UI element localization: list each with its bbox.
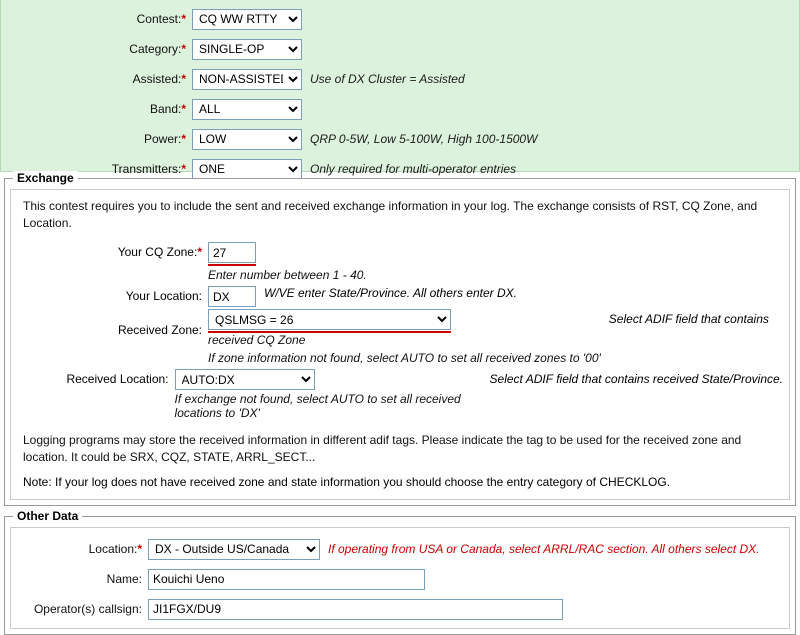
form-row-assisted: [1, 64, 799, 94]
category-label-text: Category:: [129, 42, 182, 56]
row-received-zone: [17, 309, 783, 365]
exchange-adif-paragraph: Logging programs may store the received information in different adif tags. Please indicate the tag to be used for the received zone and location. It could be SRX, CQZ, STATE, ARRL_SECT...: [23, 433, 742, 464]
other-data-legend: Other Data: [13, 509, 82, 523]
power-select[interactable]: [192, 129, 302, 150]
name-input[interactable]: [148, 569, 425, 590]
required-marker: *: [181, 132, 186, 146]
form-row-contest: [1, 4, 799, 34]
category-select[interactable]: [192, 39, 302, 60]
operator-callsign-label-text: Operator(s) callsign:: [33, 602, 142, 616]
transmitters-select[interactable]: [192, 159, 302, 180]
exchange-legend: Exchange: [13, 171, 78, 185]
exchange-inner: [10, 189, 790, 500]
assisted-hint: Use of DX Cluster = Assisted: [310, 72, 465, 86]
contest-details-panel: [0, 0, 800, 176]
name-label-text: Name:: [106, 572, 142, 586]
exchange-note: Note: If your log does not have received zone and state information you should choose the entry category of CHECKLOG.: [23, 475, 671, 489]
your-location-field-wrap: [208, 286, 256, 307]
power-label: [1, 132, 192, 146]
operator-callsign-input[interactable]: [148, 599, 563, 620]
received-location-label-text: Received Location:: [66, 372, 169, 386]
required-marker: *: [181, 72, 186, 86]
row-your-location: [17, 286, 783, 307]
other-location-label-text: Location:: [88, 542, 138, 556]
required-marker: *: [181, 12, 186, 26]
other-data-inner: [10, 527, 790, 629]
other-data-section: [4, 509, 796, 635]
cq-zone-red-underline: [208, 264, 256, 266]
your-location-label: [17, 286, 208, 303]
form-row-category: [1, 34, 799, 64]
required-marker: *: [197, 245, 202, 259]
contest-label-text: Contest:: [136, 12, 182, 26]
band-select[interactable]: [192, 99, 302, 120]
transmitters-hint: Only required for multi-operator entries: [310, 162, 517, 176]
power-label-text: Power:: [143, 132, 182, 146]
your-cq-zone-hint: Enter number between 1 - 40.: [208, 268, 367, 282]
your-cq-zone-label-text: Your CQ Zone:: [117, 245, 198, 259]
received-zone-hint-2: received CQ Zone: [208, 333, 306, 347]
your-location-label-text: Your Location:: [125, 289, 202, 303]
assisted-select[interactable]: [192, 69, 302, 90]
transmitters-label-text: Transmitters:: [111, 162, 182, 176]
received-zone-select[interactable]: [208, 309, 451, 330]
assisted-label: [1, 72, 192, 86]
form-row-band: [1, 94, 799, 124]
received-location-hint-1: Select ADIF field that contains received State/Province.: [489, 372, 783, 386]
row-operator-callsign: [17, 594, 783, 624]
form-row-power: [1, 124, 799, 154]
your-cq-zone-input[interactable]: [208, 242, 256, 263]
row-name: [17, 564, 783, 594]
other-location-label: [17, 542, 148, 556]
row-received-location: [17, 369, 783, 420]
assisted-label-text: Assisted:: [132, 72, 182, 86]
exchange-intro-text: This contest requires you to include the sent and received exchange information in your log. The exchange consists of RST, CQ Zone, and Location.: [23, 199, 758, 230]
received-location-hint-2: If exchange not found, select AUTO to set all received locations to 'DX': [174, 392, 461, 420]
contest-select[interactable]: [192, 9, 302, 30]
received-zone-hint-1: Select ADIF field that contains: [608, 312, 769, 326]
band-label: [1, 102, 192, 116]
required-marker: *: [181, 102, 186, 116]
operator-callsign-label: [17, 602, 148, 616]
received-location-select[interactable]: [175, 369, 315, 390]
name-label: [17, 572, 148, 586]
received-location-field-wrap: [175, 369, 482, 420]
received-zone-label: [17, 309, 208, 337]
other-location-hint: If operating from USA or Canada, select ARRL/RAC section. All others select DX.: [328, 542, 760, 556]
received-zone-label-text: Received Zone:: [117, 323, 202, 337]
contest-label: [1, 12, 192, 26]
your-location-hint: W/VE enter State/Province. All others enter DX.: [264, 286, 517, 300]
your-cq-zone-field-wrap: [208, 242, 256, 266]
required-marker: *: [181, 42, 186, 56]
your-location-input[interactable]: [208, 286, 256, 307]
received-zone-field-wrap: [208, 309, 601, 365]
power-hint: QRP 0-5W, Low 5-100W, High 100-1500W: [310, 132, 538, 146]
your-cq-zone-label: [17, 242, 208, 259]
band-label-text: Band:: [149, 102, 182, 116]
exchange-section: [4, 171, 796, 506]
category-label: [1, 42, 192, 56]
required-marker: *: [137, 542, 142, 556]
row-your-cq-zone: [17, 242, 783, 266]
row-other-location: [17, 534, 783, 564]
received-location-label: [17, 369, 175, 386]
required-marker: *: [181, 162, 186, 176]
other-location-select[interactable]: [148, 539, 320, 560]
received-zone-hint-3: If zone information not found, select AUTO to set all received zones to '00': [208, 351, 601, 365]
